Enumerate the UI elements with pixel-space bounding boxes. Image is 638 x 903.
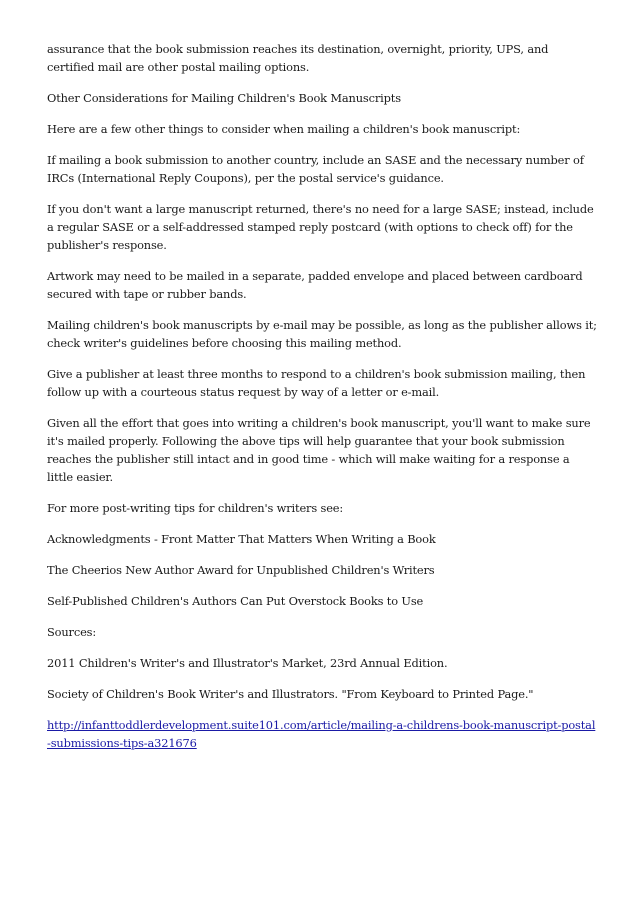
sources-heading: Sources: bbox=[47, 625, 97, 639]
source-writers-market: 2011 Children's Writer's and Illustrator's Market, 23rd Annual Edition. bbox=[47, 656, 448, 670]
source-url-link[interactable]: http://infanttoddlerdevelopment.suite101.com/article/mailing-a-childrens-book-manuscript-postal-submissions-tips-a321676 bbox=[47, 718, 596, 750]
paragraph-international-mailing: If mailing a book submission to another country, include an SASE and the necessary number of IRCs (International Reply Coupons), per the postal service's guidance. bbox=[47, 153, 584, 185]
section-heading-other-considerations: Other Considerations for Mailing Children's Book Manuscripts bbox=[47, 91, 401, 105]
paragraph-response-time: Give a publisher at least three months to respond to a children's book submission mailing, then follow up with a courteous status request by way of a letter or e-mail. bbox=[47, 367, 586, 399]
paragraph-conclusion: Given all the effort that goes into writing a children's book manuscript, you'll want to make sure it's mailed properly. Following the above tips will help guarantee that your book submission reaches the publisher still intact and in good time - which will make waiting for a response a little easier. bbox=[47, 416, 591, 484]
paragraph-intro-list: Here are a few other things to consider when mailing a children's book manuscript: bbox=[47, 122, 521, 136]
paragraph-artwork-mailing: Artwork may need to be mailed in a separate, padded envelope and placed between cardboard secured with tape or rubber bands. bbox=[47, 269, 583, 301]
paragraph-sase-advice: If you don't want a large manuscript returned, there's no need for a large SASE; instead, include a regular SASE or a self-addressed stamped reply postcard (with options to check off) for the publisher's response. bbox=[47, 202, 594, 252]
document-page bbox=[47, 40, 597, 752]
paragraph-postal-options: assurance that the book submission reaches its destination, overnight, priority, UPS, and certified mail are other postal mailing options. bbox=[47, 42, 549, 74]
source-scbwi: Society of Children's Book Writer's and Illustrators. "From Keyboard to Printed Page." bbox=[47, 687, 534, 701]
paragraph-more-tips: For more post-writing tips for children's writers see: bbox=[47, 501, 344, 515]
related-article-cheerios-award: The Cheerios New Author Award for Unpublished Children's Writers bbox=[47, 563, 435, 577]
related-article-self-published: Self-Published Children's Authors Can Put Overstock Books to Use bbox=[47, 594, 424, 608]
related-article-acknowledgments: Acknowledgments - Front Matter That Matters When Writing a Book bbox=[47, 532, 436, 546]
paragraph-email-submission: Mailing children's book manuscripts by e-mail may be possible, as long as the publisher allows it; check writer's guidelines before choosing this mailing method. bbox=[47, 318, 597, 350]
